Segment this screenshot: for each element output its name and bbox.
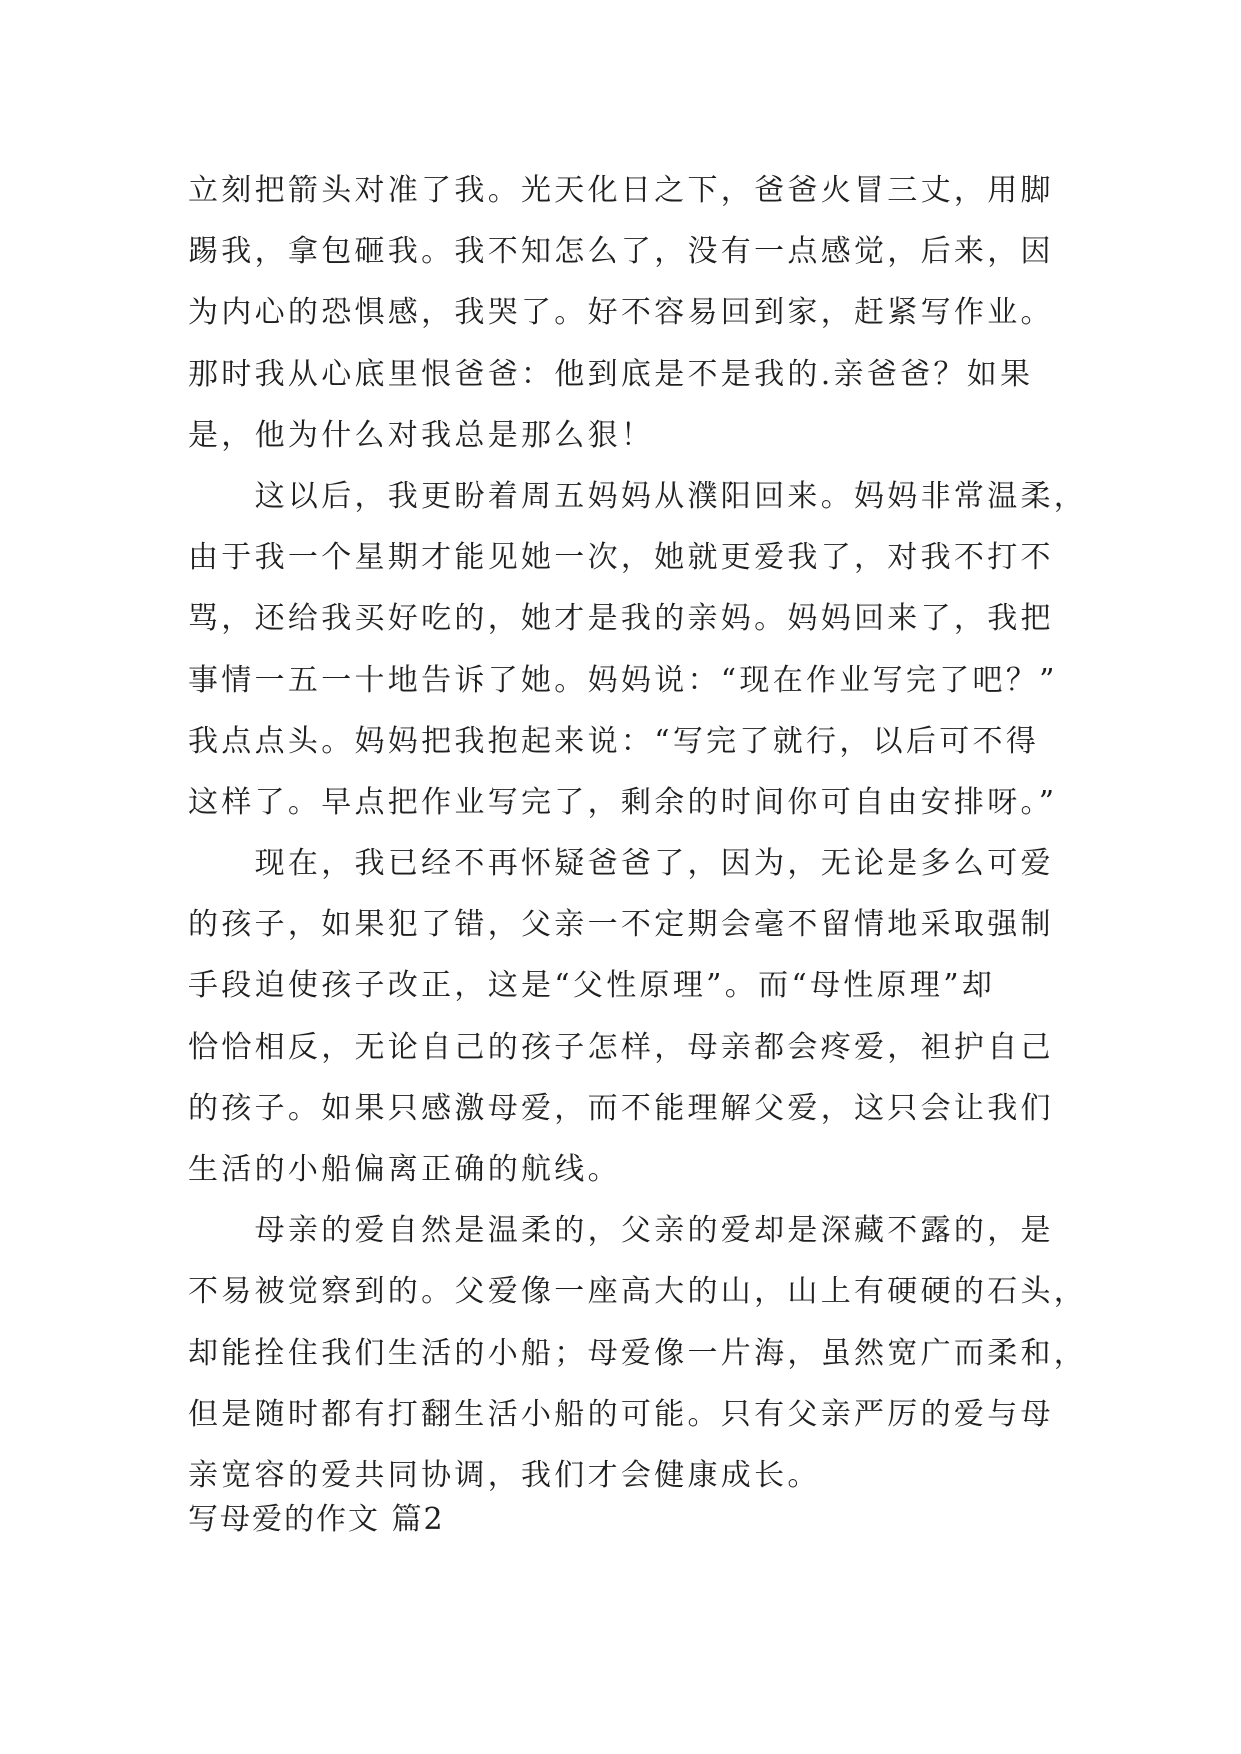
text-line: 却能拴住我们生活的小船；母爱像一片海，虽然宽广而柔和， bbox=[188, 1335, 1088, 1371]
text-line: 立刻把箭头对准了我。光天化日之下，爸爸火冒三丈，用脚 bbox=[188, 173, 1054, 208]
text-line: 亲宽容的爱共同协调，我们才会健康成长。 bbox=[188, 1457, 821, 1493]
text-line: 为内心的恐惧感，我哭了。好不容易回到家，赶紧写作业。 bbox=[188, 295, 1054, 331]
text-line: 事情一五一十地告诉了她。妈妈说：“现在作业写完了吧？” bbox=[188, 662, 1058, 698]
text-line: 现在，我已经不再怀疑爸爸了，因为，无论是多么可爱 bbox=[188, 846, 1054, 882]
text-line: 手段迫使孩子改正，这是“父性原理”。而“母性原理”却 bbox=[188, 968, 996, 1004]
text-line: 生活的小船偏离正确的航线。 bbox=[188, 1152, 621, 1187]
text-line: 母亲的爱自然是温柔的，父亲的爱却是深藏不露的，是 bbox=[188, 1213, 1054, 1249]
text-line: 那时我从心底里恨爸爸：他到底是不是我的.亲爸爸？如果 bbox=[188, 356, 1034, 392]
text-line: 骂，还给我买好吃的，她才是我的亲妈。妈妈回来了，我把 bbox=[188, 601, 1054, 637]
text-line: 踢我，拿包砸我。我不知怎么了，没有一点感觉，后来，因 bbox=[188, 234, 1054, 270]
text-line: 但是随时都有打翻生活小船的可能。只有父亲严厉的爱与母 bbox=[188, 1396, 1054, 1432]
text-line: 的孩子。如果只感激母爱，而不能理解父爱，这只会让我们 bbox=[188, 1090, 1054, 1126]
text-line: 这样了。早点把作业写完了，剩余的时间你可自由安排呀。” bbox=[188, 784, 1058, 820]
text-line: 这以后，我更盼着周五妈妈从濮阳回来。妈妈非常温柔， bbox=[188, 478, 1088, 514]
text-line: 的孩子，如果犯了错，父亲一不定期会毫不留情地采取强制 bbox=[188, 907, 1054, 943]
text-line: 我点点头。妈妈把我抱起来说：“写完了就行，以后可不得 bbox=[188, 723, 1040, 759]
text-line: 不易被觉察到的。父爱像一座高大的山，山上有硬硬的石头， bbox=[188, 1274, 1088, 1310]
section-heading: 写母爱的作文 篇2 bbox=[188, 1502, 445, 1537]
text-line: 恰恰相反，无论自己的孩子怎样，母亲都会疼爱，袒护自己 bbox=[188, 1029, 1054, 1065]
text-line: 由于我一个星期才能见她一次，她就更爱我了，对我不打不 bbox=[188, 540, 1054, 576]
essay-body bbox=[188, 160, 1088, 1506]
text-line: 是，他为什么对我总是那么狠！ bbox=[188, 417, 655, 453]
